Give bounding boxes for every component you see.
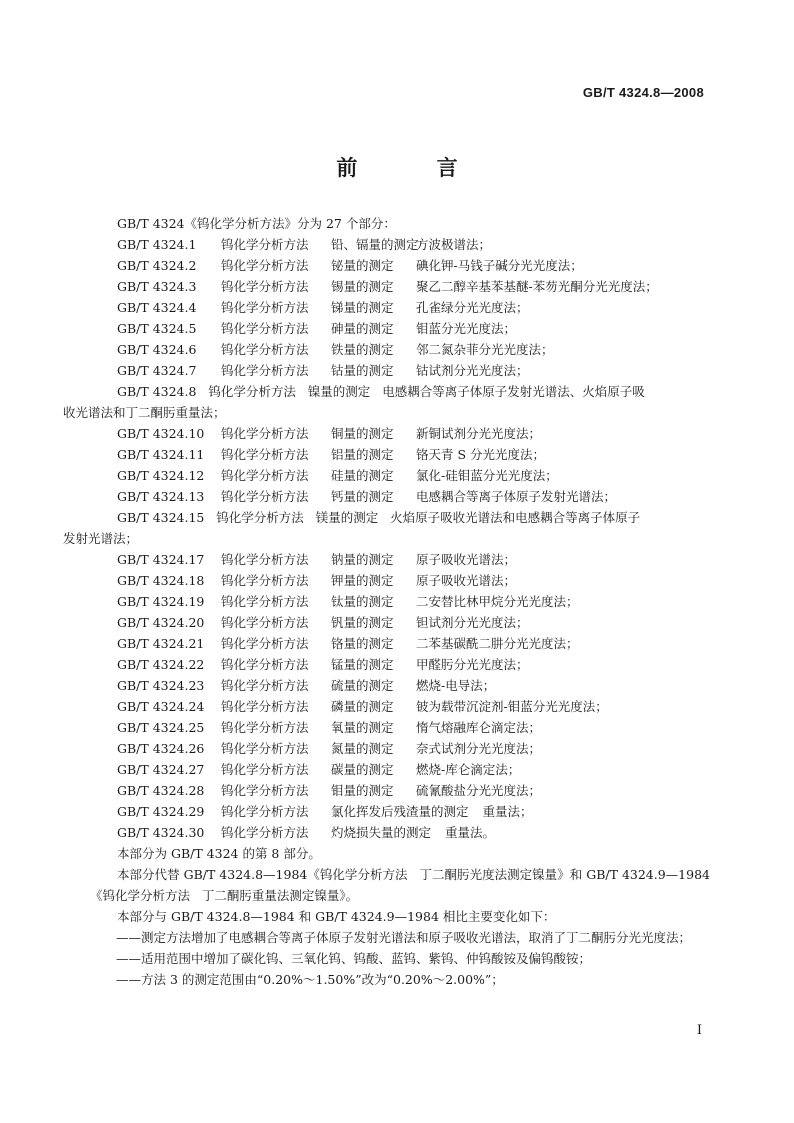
part-item: 钾量的测定 xyxy=(331,573,394,588)
part-entry xyxy=(90,339,710,360)
part-code: GB/T 4324.6 xyxy=(117,342,197,357)
part-method: 钨化学分析方法 xyxy=(221,447,309,462)
part-method: 钨化学分析方法 xyxy=(221,636,309,651)
part-method: 钨化学分析方法 xyxy=(221,657,309,672)
part-entry xyxy=(90,486,710,507)
intro-paragraph: GB/T 4324《钨化学分析方法》分为 27 个部分： xyxy=(117,216,396,231)
part-code: GB/T 4324.21 xyxy=(117,636,205,651)
part-technique: 甲醛肟分光光度法； xyxy=(416,657,529,672)
parts-list-a xyxy=(90,234,710,381)
part-method: 钨化学分析方法 xyxy=(221,468,309,483)
part-technique: 钽试剂分光光度法； xyxy=(416,615,529,630)
part-method: 钨化学分析方法 xyxy=(221,573,309,588)
changes-intro: 本部分与 GB/T 4324.8—1984 和 GB/T 4324.9—1984 相比主要变化如下： xyxy=(117,909,556,924)
part-code: GB/T 4324.27 xyxy=(117,762,205,777)
part-8-entry xyxy=(63,381,710,423)
part-technique: 电感耦合等离子体原子发射光谱法； xyxy=(416,489,617,504)
part-method: 钨化学分析方法 xyxy=(221,720,309,735)
part-entry xyxy=(90,675,710,696)
part-item: 碳量的测定 xyxy=(331,762,394,777)
part-entry xyxy=(90,780,710,801)
part-code: GB/T 4324.24 xyxy=(117,699,205,714)
part-item: 硫量的测定 xyxy=(331,678,394,693)
part-method: 钨化学分析方法 xyxy=(221,489,309,504)
part-code: GB/T 4324.19 xyxy=(117,594,205,609)
part-code: GB/T 4324.13 xyxy=(117,489,205,504)
part-method: 钨化学分析方法 xyxy=(221,237,309,252)
part-8-line1: GB/T 4324.8 钨化学分析方法 镍量的测定 电感耦合等离子体原子发射光谱法、火焰原子吸 xyxy=(117,384,645,399)
part-technique: 燃烧-库仑滴定法； xyxy=(416,762,521,777)
part-15-line1: GB/T 4324.15 钨化学分析方法 镁量的测定 火焰原子吸收光谱法和电感耦合等离子体原子 xyxy=(117,510,641,525)
part-technique: 铬天青 S 分光光度法； xyxy=(416,447,546,462)
part-technique: 燃烧-电导法； xyxy=(416,678,496,693)
part-method: 钨化学分析方法 xyxy=(221,426,309,441)
part-item: 钒量的测定 xyxy=(331,615,394,630)
part-technique: 邻二氮杂菲分光光度法； xyxy=(416,342,554,357)
part-item: 铁量的测定 xyxy=(331,342,394,357)
part-entry xyxy=(90,591,710,612)
part-entry xyxy=(90,234,710,255)
part-item: 钠量的测定 xyxy=(331,552,394,567)
part-entry xyxy=(90,276,710,297)
part-item: 氮量的测定 xyxy=(331,741,394,756)
part-technique: 孔雀绿分光光度法； xyxy=(416,300,529,315)
part-entry xyxy=(90,318,710,339)
part-entry xyxy=(90,423,710,444)
part-technique: 原子吸收光谱法； xyxy=(416,573,517,588)
part-item: 钙量的测定 xyxy=(331,489,394,504)
part-method: 钨化学分析方法 xyxy=(221,825,309,840)
part-method: 钨化学分析方法 xyxy=(221,678,309,693)
document-body xyxy=(63,213,710,990)
replacement-statement: 本部分代替 GB/T 4324.8—1984《钨化学分析方法 丁二酮肟光度法测定镍量》和 GB/T 4324.9—1984《钨化学分析方法 丁二酮肟重量法测定镍量》。 xyxy=(90,867,710,903)
part-code: GB/T 4324.3 xyxy=(117,279,197,294)
part-code: GB/T 4324.11 xyxy=(117,447,205,462)
part-technique: 聚乙二醇辛基苯基醚-苯芴光酮分光光度法； xyxy=(416,279,658,294)
part-code: GB/T 4324.10 xyxy=(117,426,205,441)
part-code: GB/T 4324.5 xyxy=(117,321,197,336)
part-item: 氯化挥发后残渣量的测定 xyxy=(331,804,469,819)
part-item: 铝量的测定 xyxy=(331,447,394,462)
part-technique: 铍为载带沉淀剂-钼蓝分光光度法； xyxy=(416,699,608,714)
part-technique: 重量法。 xyxy=(445,825,496,840)
part-item: 铅、镉量的测定 xyxy=(331,237,419,252)
change-item: ——方法 3 的测定范围由“0.20%～1.50%”改为“0.20%～2.00%”； xyxy=(116,972,504,987)
part-entry xyxy=(90,444,710,465)
part-code: GB/T 4324.28 xyxy=(117,783,205,798)
part-method: 钨化学分析方法 xyxy=(221,552,309,567)
part-method: 钨化学分析方法 xyxy=(221,615,309,630)
part-technique: 氯化-硅钼蓝分光光度法； xyxy=(416,468,558,483)
part-technique: 惰气熔融库仑滴定法； xyxy=(416,720,542,735)
part-item: 铜量的测定 xyxy=(331,426,394,441)
part-technique: 硫氰酸盐分光光度法； xyxy=(416,783,542,798)
part-method: 钨化学分析方法 xyxy=(221,363,309,378)
part-code: GB/T 4324.4 xyxy=(117,300,197,315)
part-entry xyxy=(90,801,710,822)
part-code: GB/T 4324.18 xyxy=(117,573,205,588)
part-item: 铬量的测定 xyxy=(331,636,394,651)
part-entry xyxy=(90,255,710,276)
part-entry xyxy=(90,297,710,318)
part-method: 钨化学分析方法 xyxy=(221,762,309,777)
page-title: 前 言 xyxy=(336,155,494,180)
part-method: 钨化学分析方法 xyxy=(221,258,309,273)
part-code: GB/T 4324.29 xyxy=(117,804,205,819)
part-method: 钨化学分析方法 xyxy=(221,342,309,357)
part-entry xyxy=(90,570,710,591)
part-item: 铋量的测定 xyxy=(331,258,394,273)
part-technique: 二安替比林甲烷分光光度法； xyxy=(416,594,579,609)
part-method: 钨化学分析方法 xyxy=(221,300,309,315)
part-code: GB/T 4324.20 xyxy=(117,615,205,630)
part-technique: 碘化钾-马钱子碱分光光度法； xyxy=(416,258,583,273)
part-item: 灼烧损失量的测定 xyxy=(331,825,432,840)
parts-list-b xyxy=(90,423,710,507)
part-item: 磷量的测定 xyxy=(331,699,394,714)
part-code: GB/T 4324.7 xyxy=(117,363,197,378)
part-entry xyxy=(90,654,710,675)
part-entry xyxy=(90,633,710,654)
part-code: GB/T 4324.2 xyxy=(117,258,197,273)
part-technique: 奈式试剂分光光度法； xyxy=(416,741,542,756)
change-item: ——适用范围中增加了碳化钨、三氧化钨、钨酸、蓝钨、紫钨、仲钨酸铵及偏钨酸铵； xyxy=(116,951,592,966)
part-item: 砷量的测定 xyxy=(331,321,394,336)
parts-list-c xyxy=(90,549,710,843)
part-method: 钨化学分析方法 xyxy=(221,279,309,294)
part-code: GB/T 4324.1 xyxy=(117,237,197,252)
part-entry xyxy=(90,822,710,843)
part-method: 钨化学分析方法 xyxy=(221,699,309,714)
part-item: 钼量的测定 xyxy=(331,783,394,798)
part-entry xyxy=(90,360,710,381)
part-item: 氧量的测定 xyxy=(331,720,394,735)
part-code: GB/T 4324.23 xyxy=(117,678,205,693)
part-technique: 钼蓝分光光度法； xyxy=(416,321,517,336)
part-technique: 方波极谱法； xyxy=(416,237,492,252)
change-item: ——测定方法增加了电感耦合等离子体原子发射光谱法和原子吸收光谱法，取消了丁二酮肟分光光度法； xyxy=(116,930,692,945)
part-code: GB/T 4324.25 xyxy=(117,720,205,735)
part-item: 钛量的测定 xyxy=(331,594,394,609)
part-code: GB/T 4324.17 xyxy=(117,552,205,567)
part-technique: 二苯基碳酰二肼分光光度法； xyxy=(416,636,579,651)
part-technique: 重量法； xyxy=(482,804,533,819)
part-method: 钨化学分析方法 xyxy=(221,804,309,819)
part-method: 钨化学分析方法 xyxy=(221,741,309,756)
part-entry xyxy=(90,612,710,633)
part-8-line2: 收光谱法和丁二酮肟重量法； xyxy=(63,405,226,420)
part-code: GB/T 4324.12 xyxy=(117,468,205,483)
part-technique: 新铜试剂分光光度法； xyxy=(416,426,542,441)
part-item: 锑量的测定 xyxy=(331,300,394,315)
part-15-line2: 发射光谱法； xyxy=(63,531,139,546)
part-technique: 原子吸收光谱法； xyxy=(416,552,517,567)
part-entry xyxy=(90,465,710,486)
part-entry xyxy=(90,696,710,717)
part-statement: 本部分为 GB/T 4324 的第 8 部分。 xyxy=(117,846,321,861)
part-method: 钨化学分析方法 xyxy=(221,594,309,609)
part-entry xyxy=(90,759,710,780)
part-entry xyxy=(90,717,710,738)
standard-number: GB/T 4324.8—2008 xyxy=(582,85,704,100)
part-technique: 钴试剂分光光度法； xyxy=(416,363,529,378)
part-method: 钨化学分析方法 xyxy=(221,783,309,798)
part-entry xyxy=(90,738,710,759)
part-method: 钨化学分析方法 xyxy=(221,321,309,336)
part-item: 锡量的测定 xyxy=(331,279,394,294)
part-item: 钴量的测定 xyxy=(331,363,394,378)
part-code: GB/T 4324.26 xyxy=(117,741,205,756)
part-15-entry xyxy=(63,507,710,549)
part-item: 硅量的测定 xyxy=(331,468,394,483)
part-code: GB/T 4324.22 xyxy=(117,657,205,672)
part-entry xyxy=(90,549,710,570)
page-number: I xyxy=(696,1023,702,1038)
part-code: GB/T 4324.30 xyxy=(117,825,205,840)
part-item: 锰量的测定 xyxy=(331,657,394,672)
